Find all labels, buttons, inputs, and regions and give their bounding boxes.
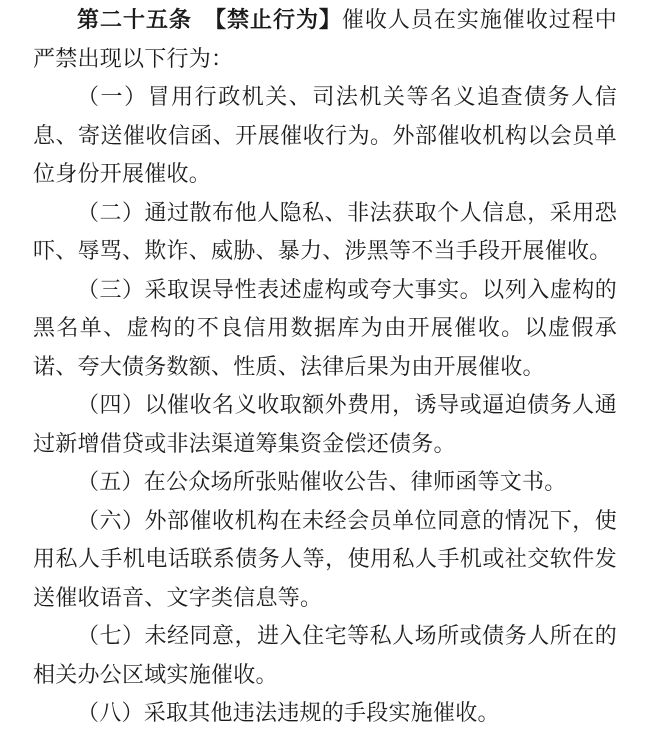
clause-item-7: （七）未经同意，进入住宅等私人场所或债务人所在的相关办公区域实施催收。 [33,623,617,687]
clause-item-5: （五）在公众场所张贴催收公告、律师函等文书。 [77,469,567,494]
article-heading-paragraph [33,1,617,78]
article-number: 第二十五条 [77,7,192,32]
clause-item-6: （六）外部催收机构在未经会员单位同意的情况下，使用私人手机电话联系债务人等，使用私人手机或社交软件发送催收语音、文字类信息等。 [33,507,617,610]
clause-item-8: （八）采取其他违法违规的手段实施催收。 [77,700,500,725]
article-intro-text: 催收人员在实施催收过程中严禁出现以下行为： [33,7,617,71]
clause-item-1: （一）冒用行政机关、司法机关等名义追查债务人信息、寄送催收信函、开展催收行为。外部催收机构以会员单位身份开展催收。 [33,84,617,186]
article-title-bracket: 【禁止行为】 [204,7,342,32]
clause-item-2: （二）通过散布他人隐私、非法获取个人信息，采用恐吓、辱骂、欺诈、威胁、暴力、涉黑等不当手段开展催收。 [33,199,617,263]
clause-item-4: （四）以催收名义收取额外费用，诱导或逼迫债务人通过新增借贷或非法渠道筹集资金偿还债务。 [33,392,617,456]
clause-item-3: （三）采取误导性表述虚构或夸大事实。以列入虚构的黑名单、虚构的不良信用数据库为由开展催收。以虚假承诺、夸大债务数额、性质、法律后果为由开展催收。 [33,276,617,379]
